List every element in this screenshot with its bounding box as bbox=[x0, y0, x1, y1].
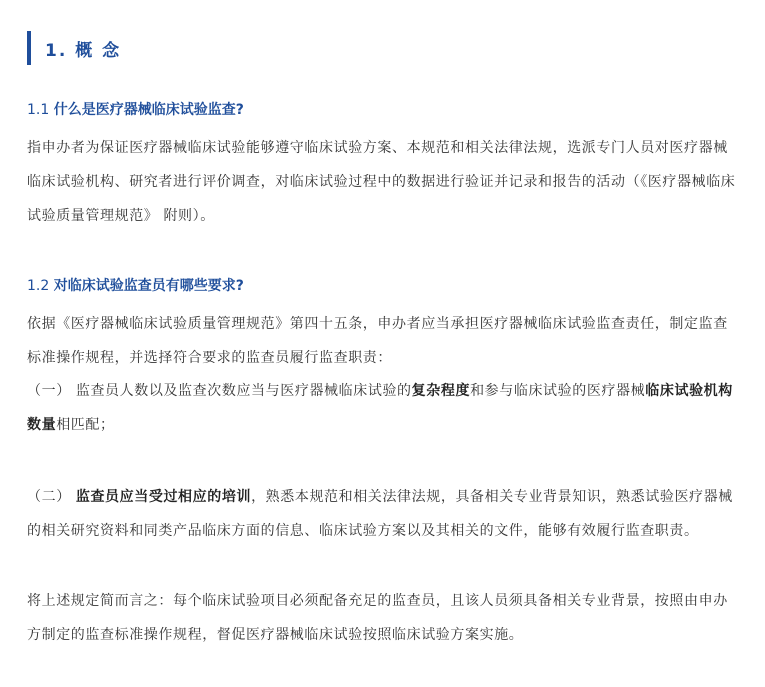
paragraph-definition bbox=[27, 131, 739, 233]
paragraph-text: 将上述规定简而言之：每个临床试验项目必须配备充足的监查员，且该人员须具备相关专业背景，按照由申办方制定的监查标准操作规程，督促医疗器械临床试验按照临床试验方案实施。 bbox=[27, 593, 728, 643]
question-text: 对临床试验监查员有哪些要求? bbox=[53, 278, 244, 294]
paragraph-text: 和参与临床试验的医疗器械 bbox=[470, 383, 646, 399]
question-text: 什么是医疗器械临床试验监查? bbox=[53, 102, 244, 118]
question-1-1 bbox=[27, 100, 244, 120]
paragraph-item-1 bbox=[27, 374, 739, 442]
emphasis-text: 监查员应当受过相应的培训 bbox=[75, 489, 252, 505]
paragraph-text: 依据《医疗器械临床试验质量管理规范》第四十五条，申办者应当承担医疗器械临床试验监查责任，制定监查标准操作规程，并选择符合要求的监查员履行监查职责： bbox=[27, 316, 728, 366]
heading-title: 1. 概 念 bbox=[45, 40, 122, 61]
paragraph-text: （二） bbox=[27, 489, 76, 505]
question-1-2 bbox=[27, 276, 244, 296]
question-number: 1.1 bbox=[27, 102, 54, 118]
paragraph-text: 指申办者为保证医疗器械临床试验能够遵守临床试验方案、本规范和相关法律法规，选派专门人员对医疗器械临床试验机构、研究者进行评价调查，对临床试验过程中的数据进行验证并记录和报告的活动（《医疗器械临床试验质量管理规范》 附则）。 bbox=[27, 140, 736, 224]
emphasis-text: 复杂程度 bbox=[411, 383, 471, 399]
section-heading bbox=[27, 31, 121, 65]
paragraph-text: ，熟悉本规范和相关法律法规，具备相关专业背景知识，熟悉试验医疗器械的相关研究资料和同类产品临床方面的信息、临床试验方案以及其相关的文件，能够有效履行监查职责。 bbox=[27, 489, 733, 539]
question-number: 1.2 bbox=[27, 278, 54, 294]
paragraph-item-2 bbox=[27, 480, 739, 548]
paragraph-summary bbox=[27, 584, 739, 652]
paragraph-basis bbox=[27, 307, 739, 375]
paragraph-text: （一） 监查员人数以及监查次数应当与医疗器械临床试验的 bbox=[27, 383, 412, 399]
emphasis-text: 临床试验机构数量 bbox=[27, 383, 733, 433]
paragraph-text: 相匹配； bbox=[56, 417, 115, 433]
